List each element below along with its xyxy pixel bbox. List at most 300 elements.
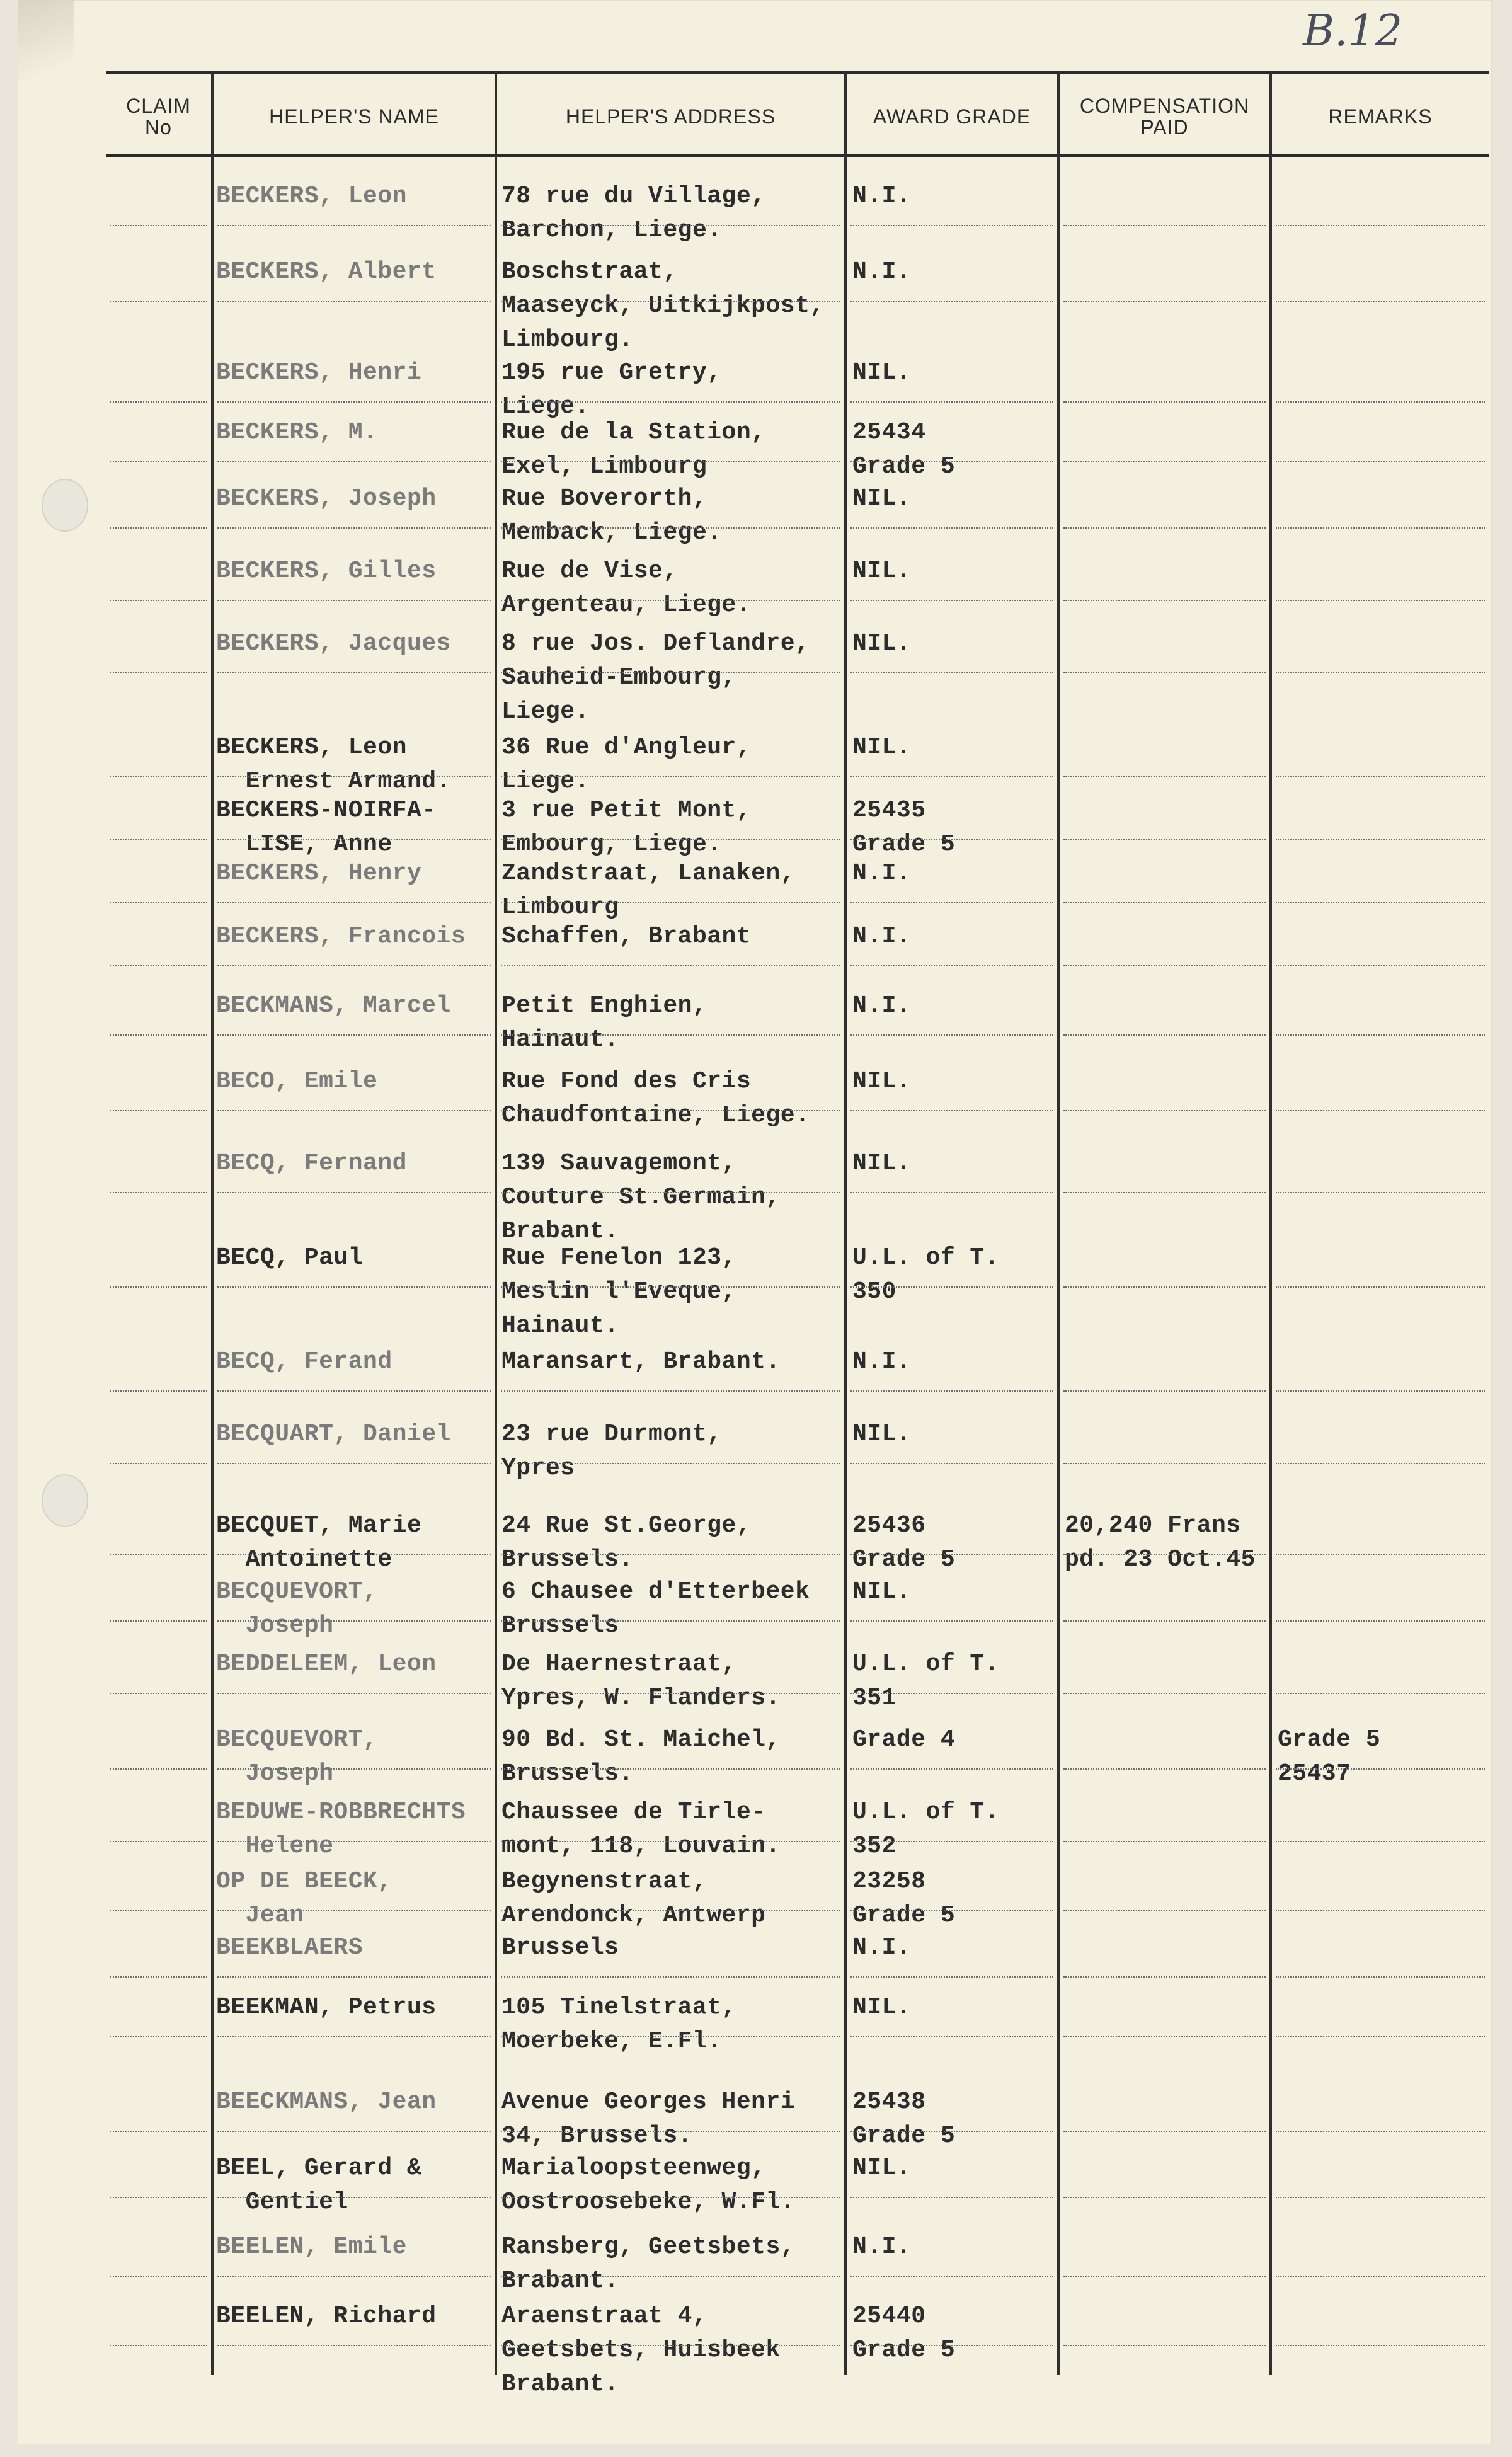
row-separator	[1276, 2345, 1485, 2346]
row-award-text: NIL.	[852, 1150, 912, 1177]
row-separator	[1063, 600, 1266, 601]
row-separator	[110, 2197, 207, 2198]
row-separator	[850, 1768, 1053, 1770]
row-name-text: BECKERS-NOIRFA-	[216, 797, 437, 824]
row-address-text: Brussels.	[501, 1546, 634, 1573]
row-address-text: De Haernestraat,	[501, 1651, 736, 1678]
row-name-text: BEEKMAN, Petrus	[216, 1994, 437, 2021]
row-address-text: Brussels.	[501, 1760, 634, 1787]
header-bottom-rule	[106, 154, 1489, 157]
row-name-text: BECKMANS, Marcel	[216, 992, 451, 1019]
row-separator	[850, 461, 1053, 462]
row-address-text: Ransberg, Geetsbets,	[501, 2233, 796, 2260]
row-separator	[110, 1034, 207, 1036]
row-award-text: NIL.	[852, 1068, 912, 1095]
row-separator	[850, 1034, 1053, 1036]
row-address-text: Geetsbets, Huisbeek	[501, 2337, 781, 2364]
row-name-text: BECKERS, Francois	[216, 923, 466, 950]
row-award-text: 25440	[852, 2303, 926, 2330]
row-name-text: BECQUEVORT,	[216, 1726, 378, 1753]
row-address-text: Liege.	[501, 698, 590, 725]
row-address-text: mont, 118, Louvain.	[501, 1833, 781, 1860]
row-award-text: 23258	[852, 1868, 926, 1895]
row-separator	[217, 1976, 491, 1978]
row-separator	[501, 1976, 840, 1978]
row-separator	[110, 1554, 207, 1555]
row-separator	[1063, 965, 1266, 966]
row-separator	[110, 401, 207, 403]
row-separator	[110, 1693, 207, 1694]
row-remarks-text: 25437	[1278, 1760, 1351, 1787]
row-separator	[1276, 1554, 1485, 1555]
row-separator	[501, 461, 840, 462]
row-separator	[1276, 1390, 1485, 1392]
row-address-text: 78 rue du Village,	[501, 183, 766, 210]
row-address-text: 90 Bd. St. Maichel,	[501, 1726, 781, 1753]
paper-stain	[18, 0, 74, 101]
row-separator	[850, 600, 1053, 601]
row-name-text: BECKERS, Joseph	[216, 485, 437, 512]
row-separator	[110, 672, 207, 673]
row-separator	[1276, 672, 1485, 673]
row-separator	[1063, 1192, 1266, 1193]
row-award-text: 350	[852, 1278, 896, 1305]
row-separator	[110, 1390, 207, 1392]
row-separator	[110, 1768, 207, 1770]
row-separator	[1063, 2197, 1266, 2198]
row-address-text: 8 rue Jos. Deflandre,	[501, 630, 810, 657]
row-award-text: NIL.	[852, 558, 912, 585]
row-name-text: BECKERS, Jacques	[216, 630, 451, 657]
row-separator	[501, 1620, 840, 1622]
row-separator	[1063, 1620, 1266, 1622]
row-address-text: Rue Fenelon 123,	[501, 1244, 736, 1271]
row-separator	[501, 2276, 840, 2277]
row-separator	[1276, 2197, 1485, 2198]
row-separator	[217, 1034, 491, 1036]
row-separator	[501, 902, 840, 903]
row-separator	[850, 1286, 1053, 1288]
row-separator	[110, 902, 207, 903]
row-separator	[1063, 1976, 1266, 1978]
row-award-text: 25436	[852, 1512, 926, 1539]
row-address-text: Ypres, W. Flanders.	[501, 1685, 781, 1712]
row-address-text: Memback, Liege.	[501, 519, 722, 546]
row-name-text: Gentiel	[216, 2189, 348, 2216]
row-award-text: 25435	[852, 797, 926, 824]
row-separator	[1276, 2276, 1485, 2277]
row-separator	[850, 1976, 1053, 1978]
row-award-text: U.L. of T.	[852, 1244, 1000, 1271]
row-separator	[1276, 401, 1485, 403]
row-award-text: U.L. of T.	[852, 1799, 1000, 1826]
row-address-text: Hainaut.	[501, 1026, 619, 1053]
row-award-text: NIL.	[852, 359, 912, 386]
row-separator	[1063, 1554, 1266, 1555]
row-separator	[217, 1192, 491, 1193]
row-separator	[501, 1768, 840, 1770]
row-separator	[850, 1110, 1053, 1111]
row-address-text: Brussels	[501, 1934, 619, 1961]
row-award-text: 25438	[852, 2088, 926, 2116]
row-award-text: NIL.	[852, 1994, 912, 2021]
row-separator	[110, 1192, 207, 1193]
row-address-text: Rue de la Station,	[501, 419, 766, 446]
row-separator	[850, 301, 1053, 302]
row-award-text: N.I.	[852, 860, 912, 887]
row-name-text: BECKERS, Gilles	[216, 558, 437, 585]
row-separator	[217, 2036, 491, 2037]
row-separator	[850, 672, 1053, 673]
row-name-text: Joseph	[216, 1760, 334, 1787]
row-separator	[110, 839, 207, 840]
row-separator	[1063, 1034, 1266, 1036]
row-separator	[501, 1693, 840, 1694]
row-separator	[110, 1976, 207, 1978]
row-separator	[501, 225, 840, 226]
row-name-text: BECKERS, Albert	[216, 258, 437, 285]
row-separator	[1276, 1192, 1485, 1193]
row-separator	[110, 461, 207, 462]
row-separator	[850, 1390, 1053, 1392]
row-separator	[1063, 776, 1266, 777]
row-separator	[501, 401, 840, 403]
row-separator	[850, 2036, 1053, 2037]
row-separator	[1063, 1693, 1266, 1694]
punch-hole	[42, 479, 88, 532]
row-address-text: Meslin l'Eveque,	[501, 1278, 736, 1305]
row-separator	[850, 401, 1053, 403]
row-name-text: LISE, Anne	[216, 831, 392, 858]
row-separator	[110, 2036, 207, 2037]
row-separator	[110, 2131, 207, 2132]
column-divider	[1269, 72, 1272, 2375]
row-separator	[501, 301, 840, 302]
row-separator	[110, 1463, 207, 1464]
row-separator	[217, 301, 491, 302]
row-separator	[217, 672, 491, 673]
row-name-text: BECQUART, Daniel	[216, 1421, 451, 1448]
column-divider	[1057, 72, 1060, 2375]
row-separator	[501, 2197, 840, 2198]
row-address-text: Petit Enghien,	[501, 992, 707, 1019]
row-address-text: Boschstraat,	[501, 258, 678, 285]
row-separator	[1276, 1286, 1485, 1288]
row-address-text: 139 Sauvagemont,	[501, 1150, 736, 1177]
row-separator	[501, 1554, 840, 1555]
row-separator	[501, 839, 840, 840]
row-separator	[1276, 301, 1485, 302]
row-address-text: Rue de Vise,	[501, 558, 678, 585]
row-award-text: 352	[852, 1833, 896, 1860]
row-separator	[217, 2345, 491, 2346]
row-separator	[1276, 1976, 1485, 1978]
row-name-text: OP DE BEECK,	[216, 1868, 392, 1895]
row-name-text: BECQ, Paul	[216, 1244, 364, 1271]
row-name-text: BECKERS, M.	[216, 419, 378, 446]
row-separator	[1063, 1110, 1266, 1111]
row-separator	[1276, 1693, 1485, 1694]
row-name-text: BEELEN, Richard	[216, 2303, 437, 2330]
row-address-text: Embourg, Liege.	[501, 831, 722, 858]
row-award-text: Grade 5	[852, 2122, 956, 2150]
row-separator	[217, 776, 491, 777]
row-name-text: Ernest Armand.	[216, 768, 451, 795]
row-separator	[501, 1034, 840, 1036]
row-separator	[1276, 2036, 1485, 2037]
row-separator	[850, 1463, 1053, 1464]
row-separator	[217, 1693, 491, 1694]
row-separator	[850, 965, 1053, 966]
row-address-text: Chaussee de Tirle-	[501, 1799, 766, 1826]
row-separator	[501, 776, 840, 777]
row-address-text: Rue Fond des Cris	[501, 1068, 752, 1095]
row-address-text: Oostroosebeke, W.Fl.	[501, 2189, 796, 2216]
row-separator	[1063, 1910, 1266, 1911]
row-separator	[110, 965, 207, 966]
row-separator	[217, 2131, 491, 2132]
column-divider	[495, 72, 497, 2375]
row-address-text: Brabant.	[501, 2371, 619, 2398]
row-award-text: N.I.	[852, 1934, 912, 1961]
row-separator	[1276, 1620, 1485, 1622]
row-award-text: NIL.	[852, 1578, 912, 1605]
row-address-text: 195 rue Gretry,	[501, 359, 722, 386]
punch-hole	[42, 1474, 88, 1527]
row-address-text: Exel, Limbourg	[501, 453, 707, 480]
row-address-text: Liege.	[501, 768, 590, 795]
row-separator	[1276, 965, 1485, 966]
row-separator	[1276, 527, 1485, 529]
row-separator	[110, 1620, 207, 1622]
row-award-text: N.I.	[852, 992, 912, 1019]
row-separator	[217, 2197, 491, 2198]
row-separator	[501, 2036, 840, 2037]
row-address-text: 36 Rue d'Angleur,	[501, 734, 752, 761]
row-award-text: NIL.	[852, 630, 912, 657]
column-divider	[211, 72, 214, 2375]
row-separator	[217, 600, 491, 601]
row-address-text: Couture St.Germain,	[501, 1184, 781, 1211]
row-separator	[1276, 2131, 1485, 2132]
row-address-text: Chaudfontaine, Liege.	[501, 1102, 810, 1129]
row-separator	[217, 1910, 491, 1911]
row-separator	[1063, 225, 1266, 226]
row-award-text: Grade 5	[852, 453, 956, 480]
row-name-text: BECQ, Fernand	[216, 1150, 407, 1177]
row-separator	[1276, 1910, 1485, 1911]
row-separator	[110, 225, 207, 226]
row-name-text: BECKERS, Henri	[216, 359, 422, 386]
row-comp-text: 20,240 Frans	[1065, 1512, 1241, 1539]
row-separator	[850, 2197, 1053, 2198]
row-award-text: Grade 5	[852, 1902, 956, 1929]
row-separator	[1063, 1841, 1266, 1842]
row-separator	[110, 1110, 207, 1111]
row-address-text: Rue Boverorth,	[501, 485, 707, 512]
row-award-text: 25434	[852, 419, 926, 446]
row-separator	[1276, 1768, 1485, 1770]
row-comp-text: pd. 23 Oct.45	[1065, 1546, 1256, 1573]
row-address-text: Barchon, Liege.	[501, 217, 722, 244]
row-separator	[110, 776, 207, 777]
row-address-text: 24 Rue St.George,	[501, 1512, 752, 1539]
row-separator	[1276, 776, 1485, 777]
row-award-text: NIL.	[852, 485, 912, 512]
row-separator	[217, 1620, 491, 1622]
row-award-text: NIL.	[852, 2155, 912, 2182]
row-address-text: 3 rue Petit Mont,	[501, 797, 752, 824]
row-separator	[217, 965, 491, 966]
row-separator	[217, 2276, 491, 2277]
row-address-text: 6 Chausee d'Etterbeek	[501, 1578, 810, 1605]
row-name-text: BEDDELEEM, Leon	[216, 1651, 437, 1678]
row-separator	[1276, 1110, 1485, 1111]
row-separator	[1276, 1463, 1485, 1464]
row-separator	[1063, 1463, 1266, 1464]
header-top-rule	[106, 71, 1489, 74]
row-name-text: BEELEN, Emile	[216, 2233, 407, 2260]
row-name-text: Jean	[216, 1902, 304, 1929]
row-name-text: Antoinette	[216, 1546, 392, 1573]
row-address-text: Argenteau, Liege.	[501, 592, 752, 619]
row-separator	[217, 839, 491, 840]
row-separator	[217, 1463, 491, 1464]
row-separator	[501, 1286, 840, 1288]
row-award-text: Grade 4	[852, 1726, 956, 1753]
header-claim: CLAIM No	[126, 94, 191, 139]
row-separator	[110, 1286, 207, 1288]
row-address-text: Avenue Georges Henri	[501, 2088, 796, 2116]
row-separator	[850, 2276, 1053, 2277]
row-separator	[850, 1192, 1053, 1193]
row-separator	[501, 1110, 840, 1111]
row-name-text: BECO, Emile	[216, 1068, 378, 1095]
row-address-text: Begynenstraat,	[501, 1868, 707, 1895]
row-award-text: Grade 5	[852, 1546, 956, 1573]
row-separator	[1276, 225, 1485, 226]
row-separator	[501, 1192, 840, 1193]
row-separator	[501, 1390, 840, 1392]
row-separator	[501, 1463, 840, 1464]
row-address-text: Brussels	[501, 1612, 619, 1639]
row-separator	[1063, 902, 1266, 903]
row-name-text: Helene	[216, 1833, 334, 1860]
row-separator	[110, 301, 207, 302]
row-award-text: Grade 5	[852, 831, 956, 858]
row-separator	[1063, 527, 1266, 529]
row-address-text: Brabant.	[501, 2267, 619, 2294]
row-award-text: N.I.	[852, 2233, 912, 2260]
row-name-text: BECKERS, Leon	[216, 183, 407, 210]
row-address-text: Zandstraat, Lanaken,	[501, 860, 796, 887]
row-separator	[217, 225, 491, 226]
row-award-text: NIL.	[852, 734, 912, 761]
row-separator	[850, 1910, 1053, 1911]
row-address-text: Liege.	[501, 393, 590, 420]
row-separator	[1276, 1034, 1485, 1036]
row-name-text: BEECKMANS, Jean	[216, 2088, 437, 2116]
row-separator	[1063, 1286, 1266, 1288]
row-separator	[110, 600, 207, 601]
header-award-grade: AWARD GRADE	[873, 105, 1031, 128]
row-award-text: N.I.	[852, 258, 912, 285]
row-award-text: NIL.	[852, 1421, 912, 1448]
row-separator	[850, 1554, 1053, 1555]
row-address-text: Marialoopsteenweg,	[501, 2155, 766, 2182]
row-separator	[1063, 461, 1266, 462]
row-separator	[850, 839, 1053, 840]
row-separator	[501, 965, 840, 966]
row-separator	[110, 1841, 207, 1842]
row-address-text: Maaseyck, Uitkijkpost,	[501, 292, 825, 319]
row-separator	[217, 401, 491, 403]
row-separator	[1276, 461, 1485, 462]
row-separator	[1063, 672, 1266, 673]
row-separator	[217, 1841, 491, 1842]
row-separator	[850, 527, 1053, 529]
row-separator	[1063, 2276, 1266, 2277]
row-separator	[110, 2345, 207, 2346]
row-separator	[850, 1620, 1053, 1622]
row-address-text: Limbourg.	[501, 326, 634, 353]
row-award-text: N.I.	[852, 1348, 912, 1375]
row-address-text: 23 rue Durmont,	[501, 1421, 722, 1448]
header-compensation-paid: COMPENSATION PAID	[1079, 94, 1250, 139]
row-separator	[217, 1554, 491, 1555]
row-separator	[217, 1110, 491, 1111]
row-address-text: Hainaut.	[501, 1312, 619, 1339]
row-separator	[1063, 2131, 1266, 2132]
row-separator	[217, 527, 491, 529]
row-separator	[1063, 839, 1266, 840]
header-helper-address: HELPER'S ADDRESS	[565, 105, 776, 128]
row-separator	[110, 527, 207, 529]
row-address-text: 34, Brussels.	[501, 2122, 692, 2150]
row-separator	[1276, 902, 1485, 903]
row-address-text: Arendonck, Antwerp	[501, 1902, 766, 1929]
header-helper-name: HELPER'S NAME	[269, 105, 439, 128]
row-separator	[1276, 839, 1485, 840]
row-separator	[501, 527, 840, 529]
row-award-text: N.I.	[852, 923, 912, 950]
row-separator	[850, 1841, 1053, 1842]
row-separator	[1063, 1390, 1266, 1392]
row-separator	[501, 2131, 840, 2132]
row-award-text: U.L. of T.	[852, 1651, 1000, 1678]
row-address-text: Brabant.	[501, 1218, 619, 1245]
row-separator	[1276, 600, 1485, 601]
row-separator	[1276, 1841, 1485, 1842]
row-separator	[501, 2345, 840, 2346]
row-name-text: BEEKBLAERS	[216, 1934, 364, 1961]
row-name-text: BECQUET, Marie	[216, 1512, 422, 1539]
row-name-text: BECQ, Ferand	[216, 1348, 392, 1375]
row-separator	[110, 2276, 207, 2277]
row-separator	[850, 2131, 1053, 2132]
row-separator	[217, 902, 491, 903]
row-separator	[217, 1390, 491, 1392]
column-divider	[844, 72, 847, 2375]
row-address-text: 105 Tinelstraat,	[501, 1994, 736, 2021]
row-separator	[1063, 301, 1266, 302]
page-reference: B.12	[1303, 6, 1403, 56]
row-address-text: Maransart, Brabant.	[501, 1348, 781, 1375]
row-separator	[217, 1768, 491, 1770]
row-address-text: Limbourg	[501, 894, 619, 921]
row-separator	[1063, 2036, 1266, 2037]
row-separator	[850, 776, 1053, 777]
